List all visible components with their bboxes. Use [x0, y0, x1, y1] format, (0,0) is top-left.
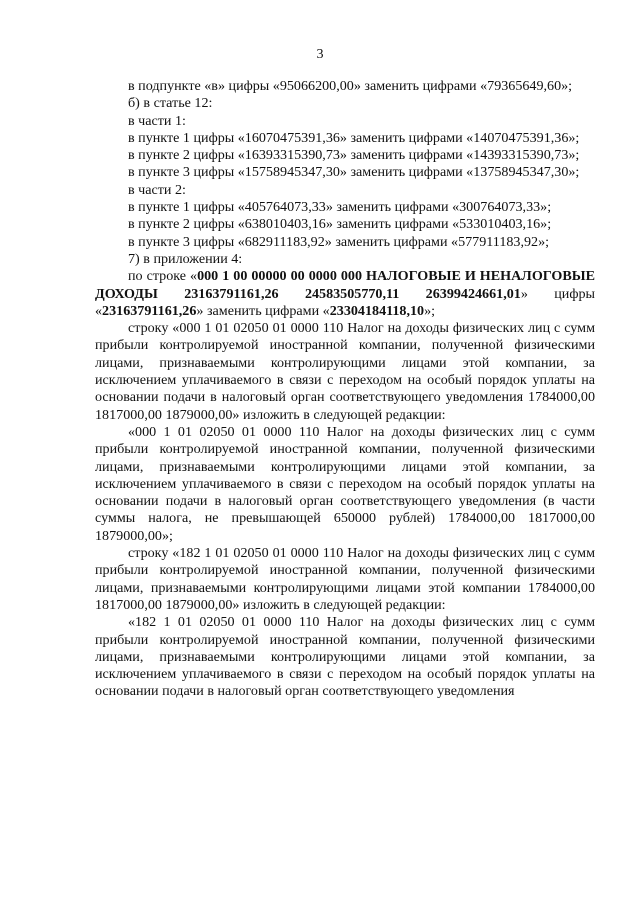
text-run: » цифры «	[95, 285, 595, 319]
paragraph: строку «182 1 01 02050 01 0000 110 Налог на доходы физических лиц с сумм прибыли контролируемой иностранной компании, полученной физическими лицами, признаваемыми контролирующими лицами этой компании 1784000,00 1817000,00 1879000,00» изложить в следующей редакции:	[95, 545, 595, 613]
paragraph: б) в статье 12:	[128, 95, 213, 112]
paragraph	[95, 268, 595, 320]
paragraph: «182 1 01 02050 01 0000 110 Налог на доходы физических лиц с сумм прибыли контролируемой иностранной компании, полученной физическими лицами, признаваемыми контролирующими лицами этой компании, за исключением уплачиваемого в связи с переходом на особый порядок уплаты на основании подачи в налоговый орган соответствующего уведомления	[95, 614, 595, 700]
paragraph: в пункте 1 цифры «405764073,33» заменить цифрами «300764073,33»;	[128, 199, 552, 216]
bold-text-run: 23304184118,10	[329, 302, 425, 319]
text-run: »;	[424, 302, 436, 319]
paragraph: в пункте 2 цифры «16393315390,73» заменить цифрами «14393315390,73»;	[128, 147, 580, 164]
paragraph: 7) в приложении 4:	[128, 250, 243, 267]
paragraph: в пункте 3 цифры «682911183,92» заменить цифрами «577911183,92»;	[128, 233, 550, 250]
paragraph: в пункте 3 цифры «15758945347,30» заменить цифрами «13758945347,30»;	[128, 164, 580, 181]
paragraph: в пункте 1 цифры «16070475391,36» заменить цифрами «14070475391,36»;	[128, 129, 580, 146]
paragraph: в подпункте «в» цифры «95066200,00» заменить цифрами «79365649,60»;	[128, 78, 573, 94]
paragraph: строку «000 1 01 02050 01 0000 110 Налог на доходы физических лиц с сумм прибыли контролируемой иностранной компании, полученной физическими лицами, признаваемыми контролирующими лицами этой компании, за исключением уплачиваемого в связи с переходом на особый порядок уплаты на основании подачи в налоговый орган соответствующего уведомления 1784000,00 1817000,00 1879000,00» изложить в следующей редакции:	[95, 320, 595, 423]
text-run: » заменить цифрами «	[196, 302, 330, 319]
paragraph: в части 2:	[128, 181, 186, 198]
text-run: по строке «	[128, 268, 198, 285]
page-number: 3	[316, 46, 324, 62]
paragraph: «000 1 01 02050 01 0000 110 Налог на доходы физических лиц с сумм прибыли контролируемой иностранной компании, полученной физическими лицами, признаваемыми контролирующими лицами этой компании, за исключением уплачиваемого в связи с переходом на особый порядок уплаты на основании подачи в налоговый орган соответствующего уведомления (в части суммы налога, не превышающей 650000 рублей) 1784000,00 1817000,00 1879000,00»;	[95, 423, 595, 544]
bold-text-run: 000 1 00 00000 00 0000 000 НАЛОГОВЫЕ И НЕНАЛОГОВЫЕ ДОХОДЫ 23163791161,26 24583505770,11 26399424661,01	[95, 268, 595, 302]
paragraph: в пункте 2 цифры «638010403,16» заменить цифрами «533010403,16»;	[128, 216, 552, 233]
paragraph: в части 1:	[128, 112, 186, 129]
document-body	[95, 78, 595, 701]
bold-text-run: 23163791161,26	[102, 302, 197, 319]
